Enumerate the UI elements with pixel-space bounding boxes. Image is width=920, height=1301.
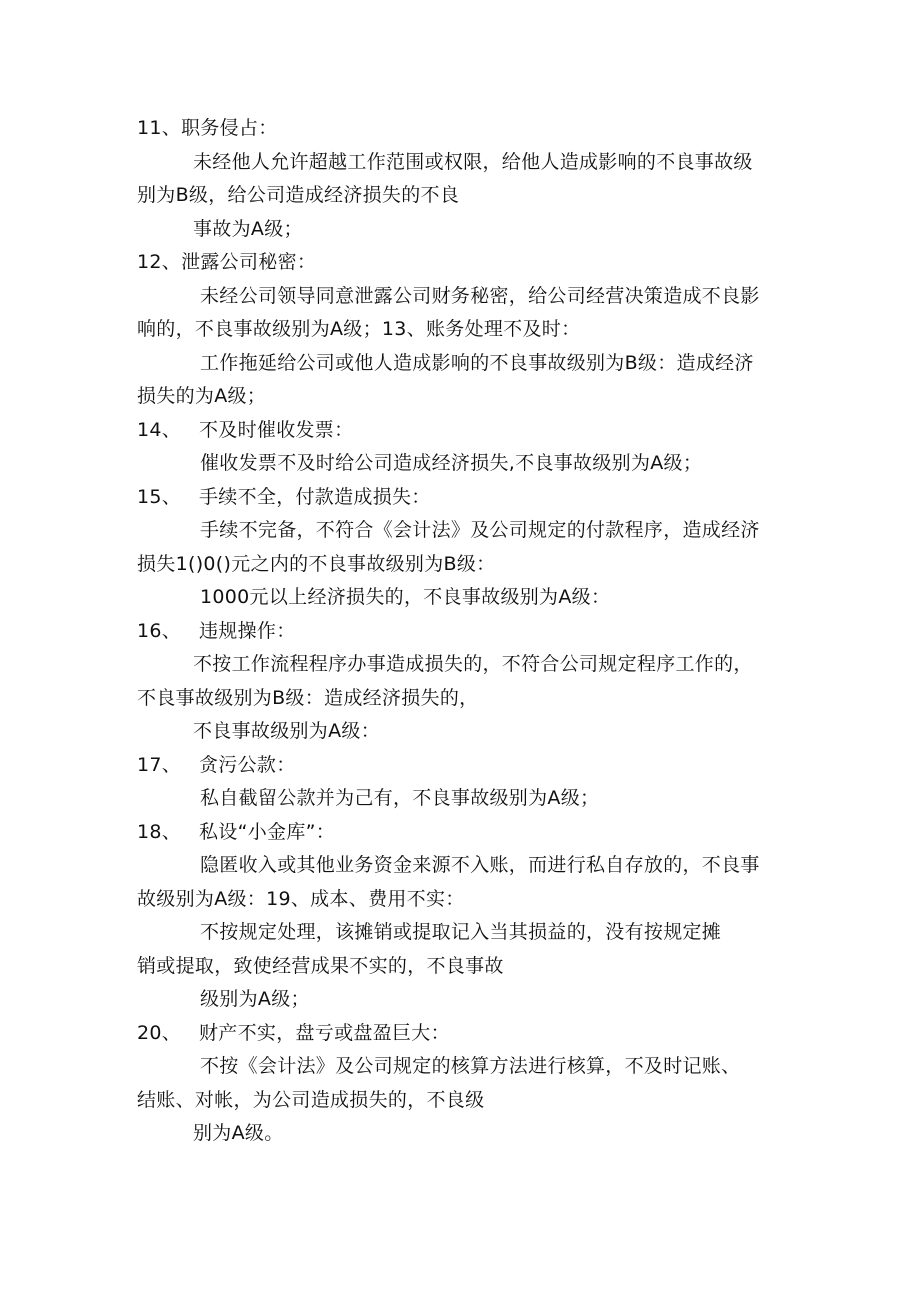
section-16-body-line1: 不按工作流程程序办事造成损失的，不符合公司规定程序工作的， xyxy=(193,653,753,675)
section-15-body-line2: 损失1()0()元之内的不良事故级别为B级： xyxy=(137,553,496,575)
section-number: 17、 xyxy=(137,754,182,776)
section-19-body-line3: 级别为A级； xyxy=(200,988,310,1010)
section-number: 20、 xyxy=(137,1022,182,1044)
section-15-body-line1: 手续不完备，不符合《会计法》及公司规定的付款程序，造成经济 xyxy=(200,519,760,541)
section-11-heading: 11、职务侵占： xyxy=(137,117,278,139)
section-19-body-line1: 不按规定处理，该摊销或提取记入当其损益的，没有按规定摊 xyxy=(200,921,722,943)
section-11-body-line3: 事故为A级； xyxy=(193,218,303,240)
section-title: 手续不全，付款造成损失： xyxy=(199,486,431,508)
section-18-heading xyxy=(137,820,335,844)
section-16-heading xyxy=(137,619,296,643)
section-20-body-line3: 别为A级。 xyxy=(193,1122,284,1144)
section-17-body-line1: 私自截留公款并为己有，不良事故级别为A级； xyxy=(200,787,600,809)
section-11-body-line2: 别为B级，给公司造成经济损失的不良 xyxy=(137,184,460,206)
section-title: 财产不实，盘亏或盘盈巨大： xyxy=(199,1022,450,1044)
section-11-body-line1: 未经他人允许超越工作范围或权限，给他人造成影响的不良事故级 xyxy=(193,151,753,173)
section-20-body-line1: 不按《会计法》及公司规定的核算方法进行核算，不及时记账、 xyxy=(200,1055,741,1077)
section-14-body-line1: 催收发票不及时给公司造成经济损失,不良事故级别为A级； xyxy=(200,452,703,474)
section-12-body-line1: 未经公司领导同意泄露公司财务秘密，给公司经营决策造成不良影 xyxy=(200,285,760,307)
section-12-body-line2: 响的，不良事故级别为A级；13、账务处理不及时： xyxy=(137,318,581,340)
section-19-body-line2: 销或提取，致使经营成果不实的，不良事故 xyxy=(137,955,504,977)
section-12-heading: 12、泄露公司秘密： xyxy=(137,251,317,273)
section-title: 不及时催收发票： xyxy=(199,419,354,441)
section-17-heading xyxy=(137,753,296,777)
section-14-heading xyxy=(137,418,353,442)
section-number: 15、 xyxy=(137,486,182,508)
section-15-body-line3: 1000元以上经济损失的，不良事故级别为A级： xyxy=(200,586,611,608)
section-number: 18、 xyxy=(137,821,182,843)
section-title: 违规操作： xyxy=(199,620,296,642)
section-20-heading xyxy=(137,1021,450,1045)
section-number: 14、 xyxy=(137,419,182,441)
section-20-body-line2: 结账、对帐，为公司造成损失的，不良级 xyxy=(137,1089,485,1111)
section-16-body-line3: 不良事故级别为A级： xyxy=(193,720,380,742)
section-16-body-line2: 不良事故级别为B级：造成经济损失的， xyxy=(137,687,479,709)
section-title: 私设“小金库”： xyxy=(199,821,336,843)
section-18-body-line1: 隐匿收入或其他业务资金来源不入账，而进行私自存放的，不良事 xyxy=(200,854,760,876)
section-15-heading xyxy=(137,485,431,509)
section-number: 16、 xyxy=(137,620,182,642)
section-title: 贪污公款： xyxy=(199,754,296,776)
section-13-body-line2: 损失的为A级； xyxy=(137,385,267,407)
section-13-body-line1: 工作拖延给公司或他人造成影响的不良事故级别为B级：造成经济 xyxy=(200,352,754,374)
section-18-body-line2: 故级别为A级：19、成本、费用不实： xyxy=(137,888,465,910)
